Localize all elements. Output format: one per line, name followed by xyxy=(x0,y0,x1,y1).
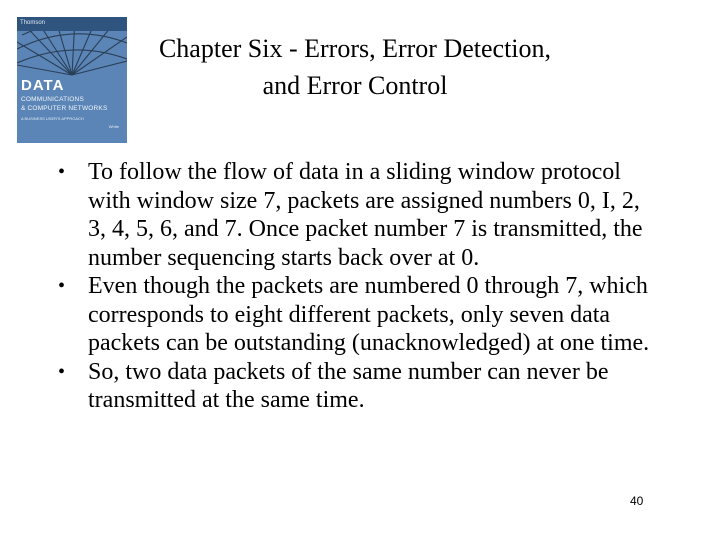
page-number: 40 xyxy=(630,494,644,508)
bullet-marker: • xyxy=(58,360,66,383)
bullet-marker: • xyxy=(58,161,66,183)
bullet-item xyxy=(58,358,658,415)
book-cover-image xyxy=(17,17,127,143)
slide-title-line-1: Chapter Six - Errors, Error Detection, xyxy=(158,34,552,63)
cover-author: White xyxy=(108,124,119,129)
slide-title xyxy=(115,30,595,104)
bullet-text: To follow the flow of data in a sliding window protocol with window size 7, packets are assigned numbers 0, I, 2, 3, 4, 5, 6, and 7. Once packet number 7 is transmitted, the number sequencing starts back over at 0. xyxy=(88,159,643,271)
cover-subtitle: A BUSINESS USER'S APPROACH xyxy=(21,116,84,121)
bullet-item xyxy=(58,272,658,358)
cover-title-networks: & COMPUTER NETWORKS xyxy=(21,105,108,112)
bullet-list xyxy=(58,158,658,415)
bullet-item xyxy=(58,158,658,272)
bullet-marker: • xyxy=(58,275,66,297)
slide-title-line-2: and Error Control xyxy=(262,71,448,100)
cover-title-data: DATA xyxy=(21,77,65,94)
cover-publisher: Thomson xyxy=(20,20,46,26)
bullet-text: So, two data packets of the same number can never be transmitted at the same time. xyxy=(88,358,609,413)
cover-title-communications: COMMUNICATIONS xyxy=(21,96,84,103)
bullet-text: Even though the packets are numbered 0 through 7, which corresponds to eight different packets, only seven data packets can be outstanding (unacknowledged) at one time. xyxy=(88,273,650,356)
